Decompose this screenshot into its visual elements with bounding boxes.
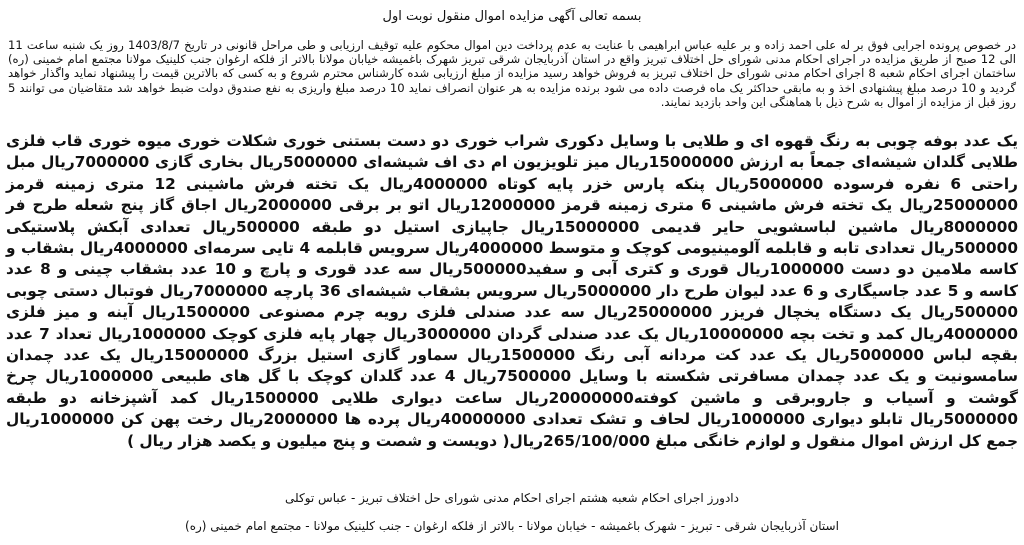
notice-address: استان آذربایجان شرقی - تبریز - شهرک باغمیشه - خیابان مولانا - بالاتر از فلکه ارغوان - جنب کلینیک مولانا - مجتمع امام خمینی (ره) bbox=[185, 519, 839, 533]
notice-signature: دادورز اجرای احکام شعبه هشتم اجرای احکام مدنی شورای حل اختلاف تبریز - عباس توکلی bbox=[285, 491, 739, 505]
notice-title: بسمه تعالی آگهی مزایده اموال منقول نوبت اول bbox=[382, 9, 642, 24]
notice-items-list: یک عدد بوفه چوبی به رنگ قهوه ای و طلایی با وسایل دکوری شراب خوری دو دست بستنی خوری شکلات خوری میوه خوری قاب فلزی طلایی گلدان شیشه‌ای جمعاً به ارزش 15000000ریال میز تلویزیون ام دی اف شیشه‌ای 5000000ریال بخاری گازی 7000000ریال مبل راحتی 6 نفره فرسوده 5000000ریال پنکه پارس خزر پایه کوتاه 4000000ریال یک تخته فرش ماشینی 12 متری زمینه قرمز 25000000ریال یک تخته فرش ماشینی 6 متری زمینه قرمز 12000000ریال اتو بر برقی 2000000ریال اجاق گاز پنج شعله طرح فر 8000000ریال ماشین لباسشویی حایر قدیمی 15000000ریال جاپیازی استیل دو طبقه 500000ریال تعدادی آبکش پلاستیکی 500000ریال تعدادی تابه و قابلمه آلومینیومی کوچک و متوسط 4000000ریال سرویس قابلمه 4 تایی سرمه‌ای 4000000ریال بشقاب و کاسه ملامین دو دست 1000000ریال قوری و کتری آبی و سفید500000ریال سه عدد قوری و پارچ و 10 عدد بشقاب چینی و 8 عدد کاسه و 5 عدد جاسیگاری و 6 عدد لیوان طرح دار 5000000ریال سرویس بشقاب شیشه‌ای 36 پارچه 7000000ریال فوتبال دستی چوبی 500000ریال یک دستگاه یخچال فریزر 25000000ریال سه عدد صندلی فلزی رویه چرم مصنوعی 1500000ریال آینه و میز فلزی 4000000ریال کمد و تخت بچه 10000000ریال یک عدد صندلی گردان 3000000ریال چهار پایه فلزی کوچک 1000000ریال تعداد 7 عدد بقچه لباس 5000000ریال یک عدد کت مردانه آبی رنگ 1500000ریال سماور گازی استیل بزرگ 15000000ریال یک عدد چمدان سامسونیت و یک عدد چمدان مسافرتی شکسته با وسایل 7500000ریال 4 عدد گلدان کوچک با گل های طبیعی 1000000ریال چرخ گوشت و آسیاب و جاروبرقی و ماشین کوفته20000000ریال ساعت دیواری طلایی 1500000ریال کمد آشپزخانه دو طبقه 5000000ریال تابلو دیواری 1000000ریال لحاف و تشک تعدادی 40000000ریال پرده ها 2000000ریال رخت پهن کن 1000000ریال جمع کل ارزش اموال منقول و لوازم خانگی مبلغ 265/100/000ریال( دویست و شصت و پنج میلیون و یکصد هزار ریال ) bbox=[6, 132, 1019, 450]
notice-intro-paragraph: در خصوص پرونده اجرایی فوق بر له علی احمد زاده و بر علیه عباس ابراهیمی با عنایت به عدم پرداخت دین اموال محکوم علیه توقیف ارزیابی و طی مراحل قانونی در تاریخ 1403/8/7 روز یک شنبه ساعت 11 الی 12 صبح از طریق مزایده در اجرای احکام مدنی شورای حل اختلاف تبریز واقع در استان آذربایجان شرقی تبریز شهرک باغمیشه خیابان مولانا بالاتر از فلکه ارغوان جنب کلینیک مولانا مجتمع امام خمینی (ره) ساختمان اجرای احکام شعبه 8 اجرای احکام مدنی شورای حل اختلاف تبریز به فروش خواهد رسید مزایده از مبلغ ارزیابی شده کارشناس محترم شروع و به کسی که بالاترین قیمت را پیشنهاد نماید واگذار خواهد گردید و 10 درصد مبلغ پیشنهادی اخذ و به مابقی حداکثر یک ماه فرصت داده می شود برنده مزایده به هر عنوان انصراف نماید 10 درصد مبلغ واریزی به نفع صندوق دولت ضبط خواهد شد متقاضیان می توانند 5 روز قبل از مزایده از اموال به شرح ذیل با هماهنگی این واحد بازدید نمایند. bbox=[8, 38, 1016, 109]
